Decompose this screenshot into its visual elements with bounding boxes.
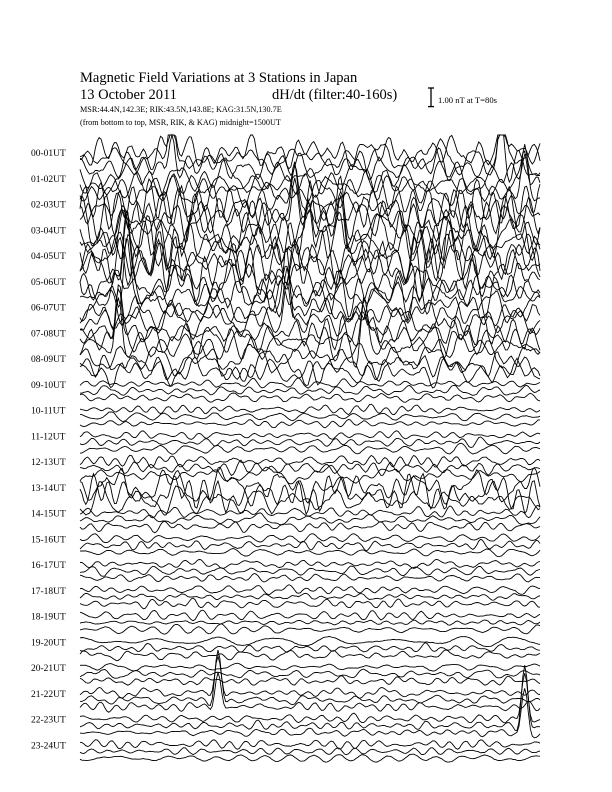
hour-label: 19-20UT [31, 638, 66, 649]
trace-msr-00-01ut [80, 135, 540, 182]
hour-label: 01-02UT [31, 174, 66, 185]
hour-label: 03-04UT [31, 226, 66, 237]
trace-kag-16-17ut [80, 559, 540, 568]
trace-msr-22-23ut [80, 688, 540, 738]
hour-label: 14-15UT [31, 509, 66, 520]
trace-order-note: (from bottom to top, MSR, RIK, & KAG) midnight=1500UT [80, 118, 281, 127]
scale-bar [428, 88, 434, 107]
trace-kag-15-16ut [80, 534, 540, 543]
trace-rik-15-16ut [80, 539, 540, 550]
hour-label: 23-24UT [31, 741, 66, 752]
scale-bar-label: 1.00 nT at T=80s [438, 95, 497, 105]
trace-kag-21-22ut [80, 656, 540, 698]
trace-kag-10-11ut [80, 404, 540, 414]
trace-rik-19-20ut [80, 643, 540, 653]
hour-label: 12-13UT [31, 458, 66, 468]
hour-label: 06-07UT [31, 303, 66, 314]
hour-label: 20-21UT [31, 664, 66, 674]
hour-label: 09-10UT [31, 380, 66, 391]
trace-kag-23-24ut [80, 740, 540, 750]
trace-rik-20-21ut [80, 669, 540, 678]
trace-msr-23-24ut [80, 754, 540, 762]
trace-kag-18-19ut [80, 610, 540, 621]
hour-label: 10-11UT [31, 406, 66, 417]
trace-kag-20-21ut [80, 663, 540, 671]
trace-rik-21-22ut [80, 650, 540, 706]
trace-msr-08-09ut [80, 357, 540, 388]
hour-label: 16-17UT [31, 561, 66, 571]
hour-label: 15-16UT [31, 535, 66, 546]
trace-msr-19-20ut [80, 650, 540, 661]
hour-label: 00-01UT [31, 149, 66, 159]
trace-group [80, 135, 540, 762]
trace-msr-17-18ut [80, 598, 540, 609]
hour-label: 02-03UT [31, 200, 66, 211]
filter-label: dH/dt (filter:40-160s) [272, 87, 398, 103]
trace-rik-23-24ut [80, 748, 540, 755]
trace-rik-17-18ut [80, 593, 540, 601]
hour-label: 13-14UT [31, 483, 66, 494]
trace-kag-14-15ut [80, 505, 540, 517]
trace-kag-17-18ut [80, 585, 540, 595]
trace-msr-18-19ut [80, 624, 540, 634]
trace-msr-11-12ut [80, 443, 540, 454]
hour-label: 08-09UT [31, 355, 66, 365]
hour-label: 21-22UT [31, 689, 66, 700]
trace-msr-10-11ut [80, 420, 540, 428]
hour-label: 07-08UT [31, 329, 66, 340]
chart-title: Magnetic Field Variations at 3 Stations in Japan [80, 70, 358, 86]
trace-kag-11-12ut [80, 431, 540, 440]
hour-label: 05-06UT [31, 277, 66, 288]
trace-msr-20-21ut [80, 676, 540, 685]
trace-kag-19-20ut [80, 636, 540, 646]
hour-label: 18-19UT [31, 612, 66, 623]
hour-labels [31, 149, 66, 751]
hour-label: 11-12UT [31, 432, 66, 443]
trace-rik-18-19ut [80, 620, 540, 625]
trace-rik-10-11ut [80, 412, 540, 421]
hour-label: 22-23UT [31, 715, 66, 726]
chart-date: 13 October 2011 [80, 87, 177, 103]
hour-label: 04-05UT [31, 252, 66, 262]
station-coordinates: MSR:44.4N,142.3E; RIK:43.5N,143.8E; KAG:31.5N,130.7E [80, 105, 282, 114]
trace-msr-16-17ut [80, 574, 540, 583]
hour-label: 17-18UT [31, 586, 66, 597]
